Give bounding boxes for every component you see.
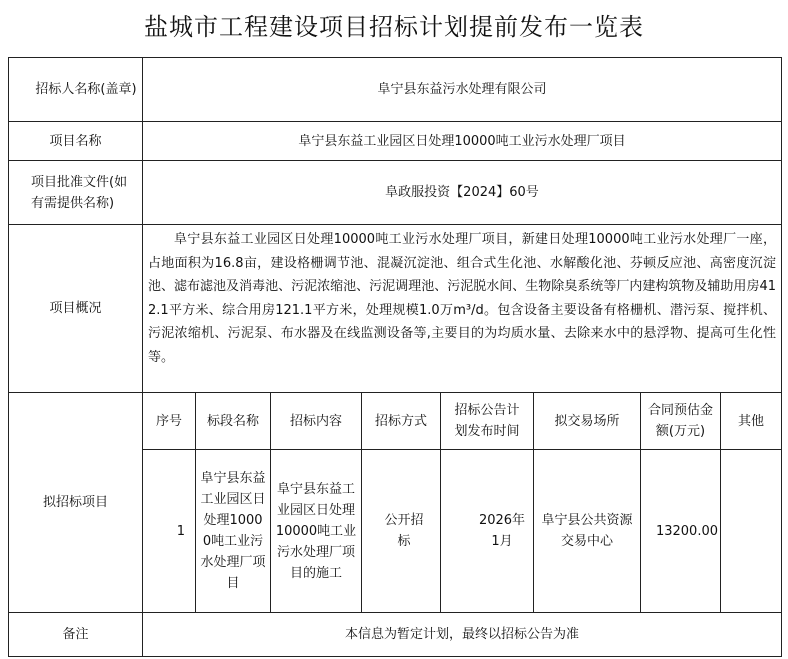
col-header-content: 招标内容 [289,413,342,429]
row-content: 阜宁县东益工业园区日处理10000吨工业污水处理厂项目的施工 [275,481,357,581]
overview-text: 阜宁县东益工业园区日处理10000吨工业污水处理厂项目，新建日处理10000吨工业污水处理厂一座，占地面积为16.8亩，建设格栅调节池、混凝沉淀池、组合式生化池、水解酸化池、芬顿反应池、高密度沉淀池、滤布滤池及消毒池、污泥浓缩池、污泥调理池、污泥脱水间、生物除臭系统等厂内建构筑物及辅助用房412.1平方米、综合用房121.1平方米，处理规模1.0万m³/d。包含设备主要设备有格栅机、潜污泵、搅拌机、污泥浓缩机、污泥泵、布水器及在线监测设备等,主要目的为均质水量、去除来水中的悬浮物、提高可生化性等。 [148,232,776,365]
row-other [721,450,781,612]
row-amount: 13200.00 [655,523,718,539]
tenderer-value: 阜宁县东益污水处理有限公司 [377,82,547,97]
approval-doc-label: 项目批准文件(如有需提供名称) [31,174,128,211]
row-method: 公开招标 [384,513,424,549]
col-header-section-name: 标段名称 [206,413,259,429]
project-name-label: 项目名称 [49,133,102,149]
row-section-name: 阜宁县东益工业园区日处理10000吨工业污水处理厂项目 [200,471,266,591]
col-header-method: 招标方式 [374,413,427,429]
row-venue: 阜宁县公共资源交易中心 [541,513,633,549]
col-header-amount: 合同预估金额(万元) [647,403,713,439]
col-header-venue: 拟交易场所 [554,413,620,429]
tenderer-label: 招标人名称(盖章) [35,82,137,97]
overview-label: 项目概况 [49,301,102,316]
row-seq: 1 [176,523,185,539]
row-publish-time: 2026年1月 [478,513,526,549]
project-name-value: 阜宁县东益工业园区日处理10000吨工业污水处理厂项目 [298,133,626,149]
col-header-publish-time: 招标公告计划发布时间 [454,403,520,439]
col-header-seq: 序号 [155,413,182,429]
overview-description [142,228,782,388]
remark-value: 本信息为暂定计划，最终以招标公告为准 [344,627,579,642]
page-title: 盐城市工程建设项目招标计划提前发布一览表 [144,13,644,41]
approval-doc-value: 阜政服投资【2024】60号 [385,185,539,200]
planned-tender-label: 拟招标项目 [42,495,108,510]
col-header-other: 其他 [737,413,764,429]
remark-label: 备注 [62,627,89,642]
